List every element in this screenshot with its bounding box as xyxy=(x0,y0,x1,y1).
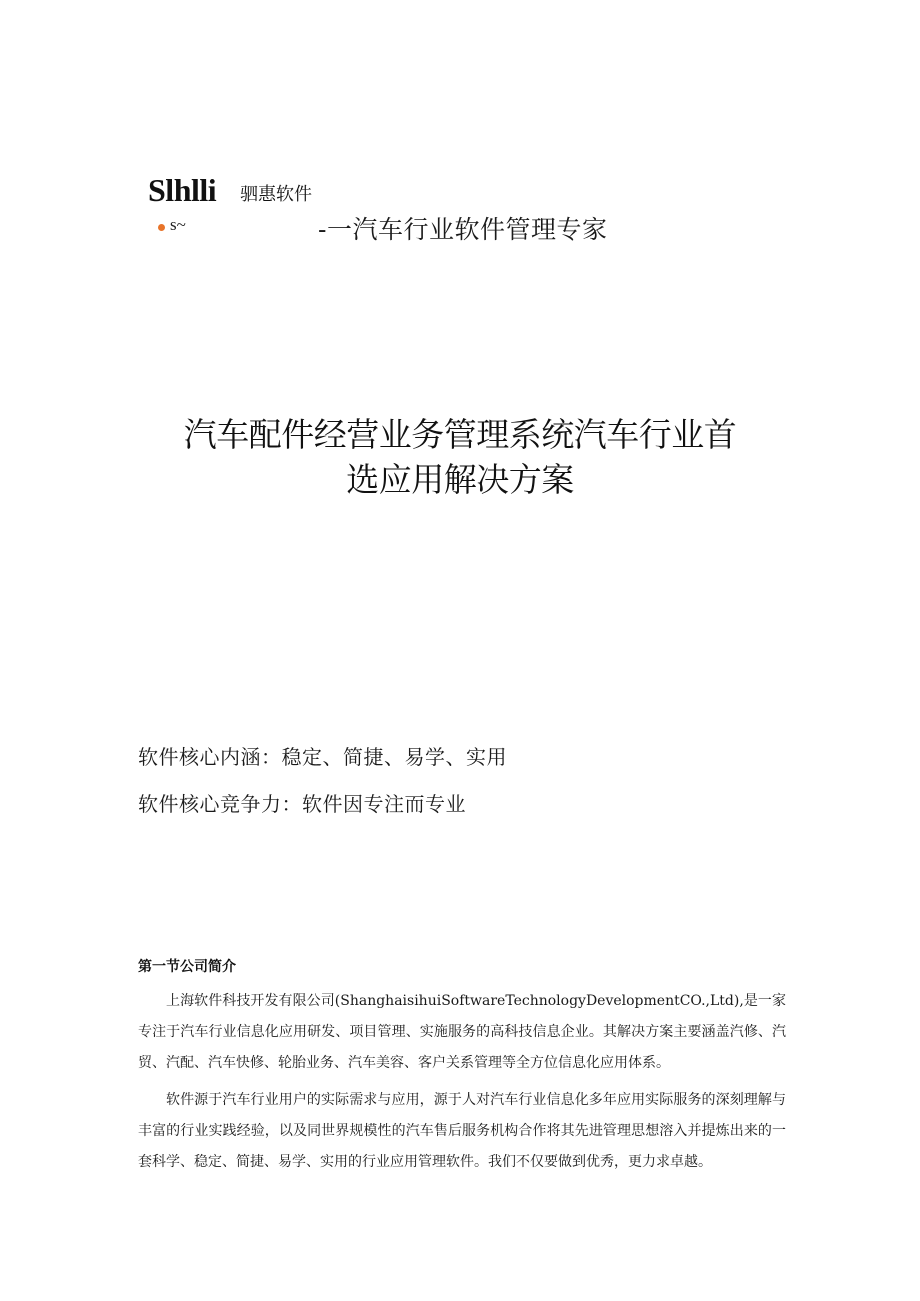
logo-dot-icon xyxy=(158,224,165,231)
logo-chinese-name: 驷惠软件 xyxy=(240,184,312,205)
core-competitiveness: 软件核心竞争力：软件因专注而专业 xyxy=(138,792,466,816)
paragraph: 上海软件科技开发有限公司(ShanghaisihuiSoftwareTechnologyDevelopmentCO.,Ltd),是一家专注于汽车行业信息化应用研发、项目管理、实施服务的高科技信息企业。其解决方案主要涵盖汽修、汽贸、汽配、汽车快修、轮胎业务、汽车美容、客户关系管理等全方位信息化应用体系。 xyxy=(138,993,786,1071)
paragraph: 软件源于汽车行业用户的实际需求与应用，源于人对汽车行业信息化多年应用实际服务的深刻理解与丰富的行业实践经验，以及同世界规模性的汽车售后服务机构合作将其先进管理思想溶入并提炼出来的一套科学、稳定、简捷、易学、实用的行业应用管理软件。我们不仅要做到优秀，更力求卓越。 xyxy=(138,1092,786,1170)
document-title-line-1: 汽车配件经营业务管理系统汽车行业首 xyxy=(183,415,737,454)
core-connotation: 软件核心内涵：稳定、简捷、易学、实用 xyxy=(138,745,507,769)
logo-subtext: s~ xyxy=(170,215,186,234)
company-slogan: -一汽车行业软件管理专家 xyxy=(318,215,608,244)
section-heading: 第一节公司简介 xyxy=(138,959,236,975)
logo-wordmark: Slhlli xyxy=(148,172,217,208)
document-title-line-2: 选应用解决方案 xyxy=(346,460,574,499)
section-body xyxy=(138,986,786,1184)
document-title xyxy=(100,412,820,502)
